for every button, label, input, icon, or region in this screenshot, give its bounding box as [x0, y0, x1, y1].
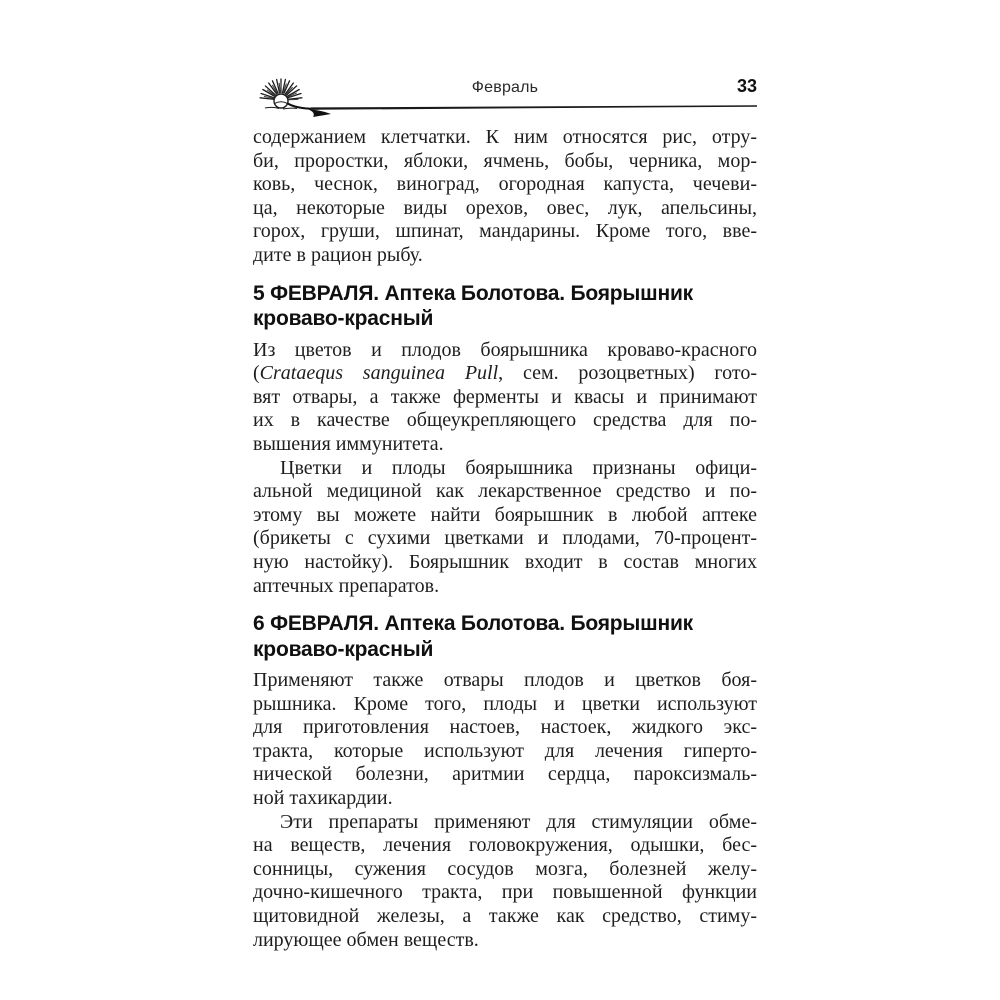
- paragraph: [253, 457, 757, 599]
- text-line: би, проростки, яблоки, ячмень, бобы, черника, мор-: [253, 149, 757, 172]
- text-line: сонницы, сужения сосудов мозга, болезней желу-: [253, 857, 757, 880]
- text-line: вышения иммунитета.: [253, 432, 444, 455]
- text-line: ца, некоторые виды орехов, овес, лук, апельсины,: [253, 196, 757, 219]
- text-line: рышника. Кроме того, плоды и цветки используют: [253, 692, 757, 715]
- text-line: Цветки и плоды боярышника признаны офици-: [280, 456, 757, 479]
- text-line: их в качестве общеукрепляющего средства для по-: [253, 409, 757, 432]
- text-segment: (: [253, 362, 260, 385]
- text-line: лирующее обмен веществ.: [253, 928, 479, 951]
- text-line: кроваво-красный: [253, 637, 434, 661]
- text-line: дите в рацион рыбу.: [253, 243, 423, 266]
- text-line: этому вы можете найти боярышник в любой аптеке: [253, 503, 757, 526]
- paragraph: [253, 669, 757, 811]
- text-line: горох, груши, шпинат, мандарины. Кроме того, вве-: [253, 220, 757, 243]
- running-title: Февраль: [471, 79, 539, 96]
- text-line: на веществ, лечения головокружения, одышки, бес-: [253, 834, 757, 857]
- section-heading: [253, 281, 757, 332]
- text-line: ную настойку). Боярышник входит в состав многих: [253, 550, 757, 573]
- text-line: 5 ФЕВРАЛЯ. Аптека Болотова. Боярышник: [253, 281, 693, 305]
- section-heading: [253, 611, 757, 662]
- text-line: [253, 362, 757, 386]
- text-line: Эти препараты применяют для стимуляции обме-: [280, 810, 757, 833]
- text-line: Из цветов и плодов боярышника кроваво-красного: [253, 338, 757, 361]
- text-segment: , сем. розоцветных) гото-: [498, 362, 757, 385]
- text-line: (брикеты с сухими цветками и плодами, 70-процент-: [253, 527, 757, 550]
- text-body: [253, 126, 757, 952]
- paragraph: [253, 811, 757, 953]
- text-line: кроваво-красный: [253, 307, 434, 331]
- page-number: 33: [736, 76, 757, 96]
- latin-species-name: Crataequs sanguinea Pull: [259, 362, 499, 385]
- text-line: нической болезни, аритмии сердца, пароксизмаль-: [253, 763, 757, 786]
- book-page-column: [253, 62, 757, 952]
- paragraph: [253, 126, 757, 268]
- text-line: альной медициной как лекарственное средство и по-: [253, 480, 757, 503]
- text-line: содержанием клетчатки. К ним относятся рис, отру-: [253, 126, 757, 148]
- text-line: для приготовления настоев, настоек, жидкого экс-: [253, 716, 757, 739]
- text-line: вят отвары, а также ферменты и квасы и принимают: [253, 385, 757, 408]
- text-line: ковь, чеснок, виноград, огородная капуста, чечеви-: [253, 173, 757, 196]
- text-line: дочно-кишечного тракта, при повышенной функции: [253, 881, 757, 904]
- text-line: ной тахикардии.: [253, 787, 393, 810]
- text-line: 6 ФЕВРАЛЯ. Аптека Болотова. Боярышник: [253, 612, 693, 636]
- text-line: щитовидной железы, а также как средство, стиму-: [253, 905, 757, 928]
- text-line: аптечных препаратов.: [253, 574, 440, 597]
- text-line: Применяют также отвары плодов и цветков боя-: [253, 669, 757, 692]
- paragraph: [253, 339, 757, 457]
- running-head: [253, 62, 757, 118]
- text-line: тракта, которые используют для лечения гиперто-: [253, 739, 757, 762]
